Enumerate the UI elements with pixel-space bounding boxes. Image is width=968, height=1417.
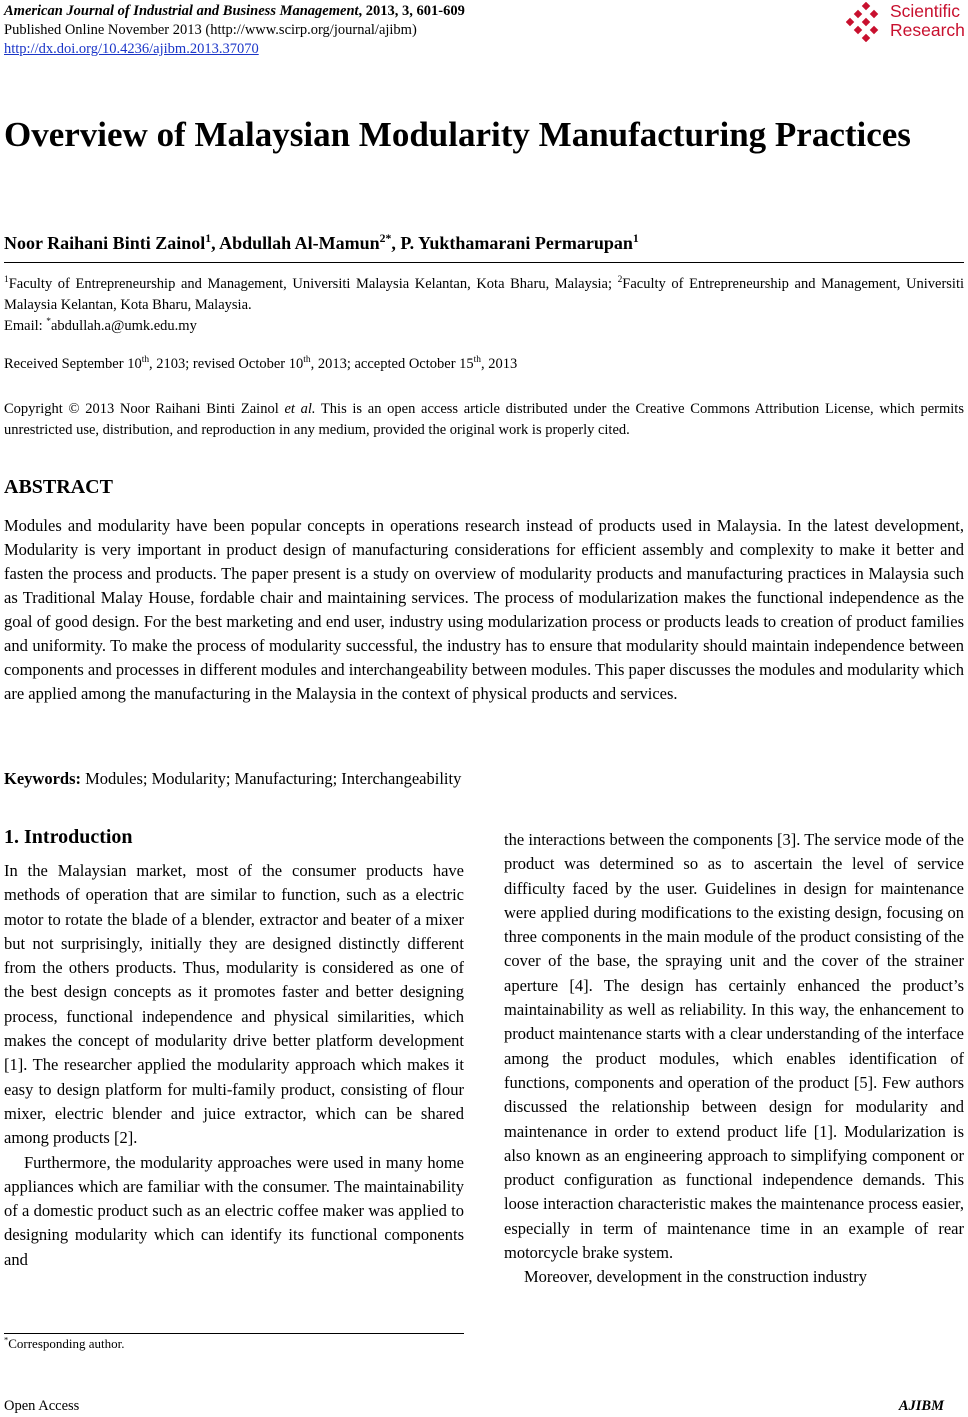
author-list — [4, 233, 639, 254]
affil-2: Faculty of Entrepreneurship and Management, Universiti Malaysia Kelantan, Kota Bharu, Malaysia. — [4, 276, 964, 313]
received-sup-3: th — [473, 355, 481, 366]
author-1-sup: 1 — [205, 232, 212, 245]
logo-line2: Research — [890, 20, 965, 40]
received-text-4: , 2013 — [480, 356, 518, 372]
abstract-heading: ABSTRACT — [4, 476, 113, 498]
copyright-notice — [4, 399, 964, 441]
copyright-etal: et al. — [284, 401, 316, 417]
copyright-pre: Copyright © 2013 Noor Raihani Binti Zainol — [4, 401, 285, 417]
keywords-label: Keywords: — [4, 769, 81, 788]
section-heading-introduction: 1. Introduction — [4, 826, 133, 848]
keywords-text: Modules; Modularity; Manufacturing; Interchangeability — [81, 769, 462, 788]
received-sup-2: th — [303, 355, 311, 366]
footnote — [4, 1336, 124, 1352]
received-text-2: , 2103; revised October 10 — [149, 356, 304, 372]
affil-sup-2: 2 — [617, 275, 623, 286]
received-text-3: , 2013; accepted October 15 — [310, 356, 474, 372]
abstract-text: Modules and modularity have been popular concepts in operations research instead of products used in Malaysia. In the latest development, Modularity is very important in product design of manufacturing considerations for efficient assembly and complexity to make it better and fasten the process and products. The paper present is a study on overview of modularity products and manufacturing practices in Malaysia such as Traditional Malay House, fordable chair and maintaining services. The process of modularization makes the functional independence as the goal of good design. For the best marketing and end user, industry using modularization process or products leads to creation of product families and uniformity. To make the process of modularity successful, the industry has to ensure that modularity should maintain independence between components and processes in different modules and interchangeability between modules. This paper discusses the modules and modularity which are applied among the manufacturing in the Malaysia in the context of physical products and services. — [4, 516, 964, 703]
journal-volume: , 2013, 3, 601-609 — [358, 3, 465, 19]
doi-link[interactable]: http://dx.doi.org/10.4236/ajibm.2013.37070 — [4, 41, 259, 57]
footnote-text: Corresponding author. — [8, 1336, 125, 1351]
left-column — [4, 859, 464, 1272]
affiliations — [4, 274, 964, 337]
received-sup-1: th — [141, 355, 150, 366]
email-label: Email: — [4, 318, 47, 334]
received-text-1: Received September 10 — [4, 356, 142, 372]
copyright-post: This is an open access article distributed under the Creative Commons Attribution License, which permits unrestricted use, distribution, and reproduction in any medium, provided the original work is properly cited. — [4, 401, 964, 438]
footnote-sup: * — [4, 1334, 9, 1345]
author-1: Noor Raihani Binti Zainol — [4, 233, 206, 253]
footer-open-access: Open Access — [4, 1398, 80, 1414]
author-3: , P. Yukthamarani Permarupan — [391, 233, 633, 253]
email-address[interactable]: abdullah.a@umk.edu.my — [51, 318, 197, 334]
received-dates — [4, 356, 517, 373]
author-3-sup: 1 — [632, 232, 639, 245]
footnote-divider — [4, 1333, 464, 1334]
author-2-sup: 2* — [379, 232, 392, 245]
published-line: Published Online November 2013 (http://www.scirp.org/journal/ajibm) — [4, 22, 417, 38]
paragraph: Furthermore, the modularity approaches were used in many home appliances which are familiar with the consumer. The maintainability of a domestic product such as an electric coffee maker was applied to designing modularity which can identify its functional components and — [4, 1152, 464, 1269]
scientific-research-logo — [846, 2, 964, 44]
logo-text — [890, 2, 965, 40]
keywords — [4, 769, 461, 789]
affil-sup-1: 1 — [4, 275, 9, 286]
header-divider — [4, 262, 964, 263]
paragraph: In the Malaysian market, most of the consumer products have methods of operation that are similar to function, such as a electric motor to rotate the blade of a blender, extractor and beater of a mixer but not surprisingly, initially they are designed distinctly different from the others products. Thus, modularity is considered as one of the best design concepts as it promotes faster and better designing process, functional independence and physical similarities, which makes the concept of modularity drive better platform development [1]. The researcher applied the modularity approach which makes it easy to design platform for multi-family product, consisting of flour mixer, electric blender and juice extractor, which can be shared among products [2]. — [4, 861, 464, 1148]
email-sup: * — [46, 317, 51, 328]
right-column — [504, 828, 964, 1290]
journal-name: American Journal of Industrial and Business Management — [4, 3, 359, 19]
logo-line1: Scientific — [890, 1, 961, 21]
journal-citation — [4, 2, 465, 21]
affil-1: Faculty of Entrepreneurship and Management, Universiti Malaysia Kelantan, Kota Bharu, Malaysia; — [8, 276, 618, 292]
paper-title: Overview of Malaysian Modularity Manufacturing Practices — [4, 115, 911, 154]
author-2: , Abdullah Al-Mamun — [211, 233, 380, 253]
journal-header — [4, 2, 465, 59]
footer-journal-abbrev: AJIBM — [898, 1398, 944, 1414]
paragraph: the interactions between the components [3]. The service mode of the product was determined so as to ascertain the level of service difficulty faced by the user. Guidelines in design for maintenance were applied during modifications to the existing design, focusing on three components in the main module of the product consisting of the cover of the base, the spraying unit and the cover of the strainer aperture [4]. The design has certainly enhanced the product’s maintainability as well as reliability. In this way, the enhancement to product maintenance starts with a clear understanding of the interface among the product modules, which enables identification of functions, components and operation of the product [5]. Few authors discussed the relationship between design for modularity and maintenance in order to extend product life [1]. Modularization is also known as an engineering approach to simplifying component or product configuration as functional independence demands. This loose interaction characteristic makes the maintenance process easier, especially in term of maintenance time in an example of rear motorcycle brake system. — [504, 830, 964, 1263]
logo-mark-icon — [846, 2, 886, 42]
paragraph: Moreover, development in the construction industry — [524, 1267, 868, 1287]
page-footer — [4, 1398, 944, 1415]
